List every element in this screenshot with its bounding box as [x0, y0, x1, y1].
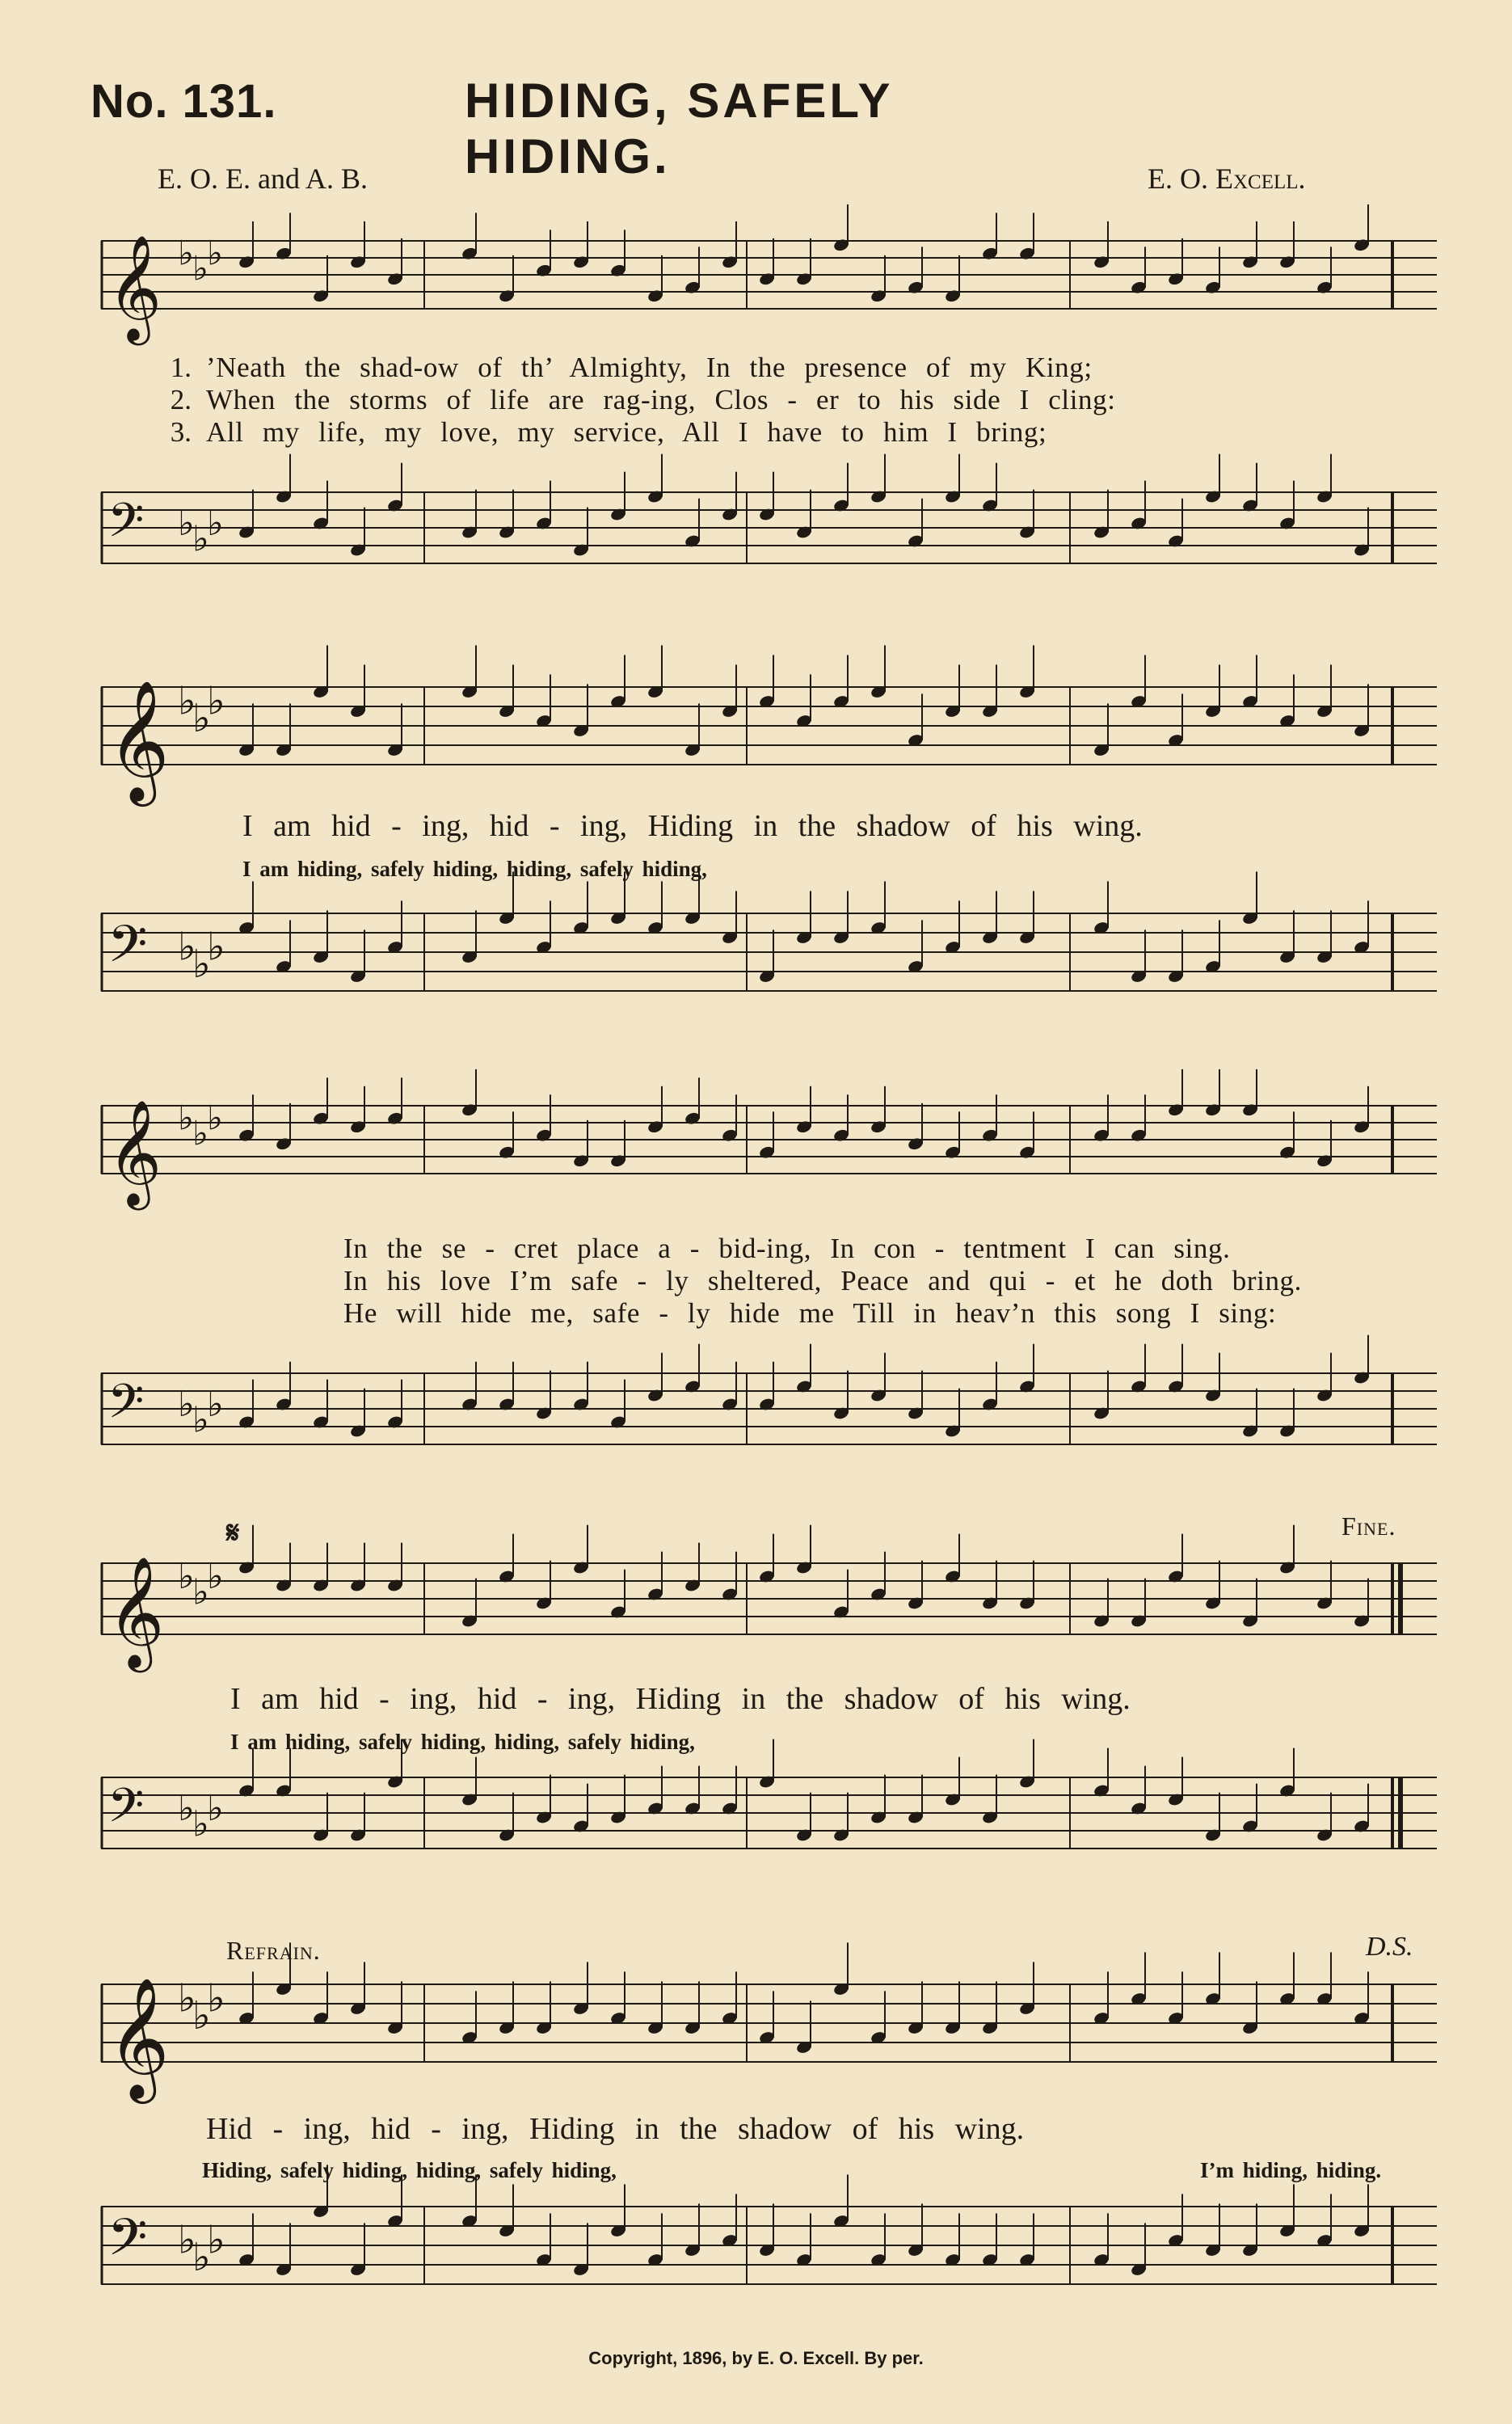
treble-clef-icon: 𝄞: [107, 1557, 165, 1669]
verse-line-1: 1. ’Neath the shad-ow of th’ Almighty, In the presence of my King;: [170, 352, 1093, 383]
verse-line-2: In his love I’m safe - ly sheltered, Peace and qui - et he doth bring.: [343, 1265, 1303, 1296]
bass-echo-lyric-end: I’m hiding, hiding.: [1200, 2158, 1382, 2182]
refrain-lyric: Hid - ing, hid - ing, Hiding in the shadow of his wing.: [206, 2112, 1025, 2146]
segno-mark: 𝄋: [226, 1516, 240, 1550]
verse-line-2: 2. When the storms of life are rag-ing, Clos - er to his side I cling:: [170, 384, 1116, 415]
bass-echo-lyric: I am hiding, safely hiding, hiding, safely hiding,: [230, 1730, 695, 1754]
bass-clef-icon: 𝄢: [107, 1778, 145, 1844]
treble-staff: [101, 1091, 1447, 1212]
chorus-lyric: I am hid - ing, hid - ing, Hiding in the shadow of his wing.: [242, 809, 1143, 843]
flat-icon: ♭: [207, 502, 224, 544]
flat-icon: ♭: [192, 248, 208, 289]
bass-staff: [101, 1762, 1447, 1891]
bass-staff: [101, 2190, 1447, 2328]
flat-icon: ♭: [178, 2217, 196, 2263]
flat-icon: ♭: [207, 924, 225, 970]
refrain-label: Refrain.: [226, 1936, 321, 1965]
hymn-title: HIDING, SAFELY HIDING.: [465, 74, 893, 183]
flat-icon: ♭: [192, 1993, 211, 2039]
treble-staff: [101, 1548, 1447, 1677]
flat-icon: ♭: [178, 502, 195, 544]
flat-icon: ♭: [178, 1555, 195, 1597]
treble-clef-icon: 𝄞: [107, 1098, 162, 1206]
flat-icon: ♭: [178, 1098, 194, 1138]
flat-icon: ♭: [207, 1383, 224, 1425]
hymn-number: No. 131.: [91, 75, 277, 128]
music-credit: E. O. Excell.: [1148, 162, 1306, 195]
treble-clef-icon: 𝄞: [107, 679, 170, 802]
flat-icon: ♭: [207, 1975, 225, 2021]
verse-line-3: 3. All my life, my love, my service, All I have to him I bring;: [170, 416, 1047, 448]
bass-clef-icon: 𝄢: [107, 915, 148, 987]
treble-staff: [101, 226, 1447, 348]
bass-staff: [101, 897, 1447, 1035]
verse-line-1: In the se - cret place a - bid-ing, In con - tentment I can sing.: [343, 1233, 1231, 1264]
flat-icon: ♭: [192, 518, 209, 560]
flat-icon: ♭: [178, 924, 196, 970]
bass-staff: [101, 1358, 1447, 1487]
chorus-lyric: I am hid - ing, hid - ing, Hiding in the shadow of his wing.: [230, 1682, 1131, 1716]
treble-staff: [101, 1968, 1447, 2106]
flat-icon: ♭: [192, 942, 211, 988]
flat-icon: ♭: [192, 1803, 209, 1845]
flat-icon: ♭: [192, 1571, 209, 1613]
bass-clef-icon: 𝄢: [107, 1374, 145, 1440]
flat-icon: ♭: [207, 2217, 225, 2263]
flat-icon: ♭: [192, 696, 211, 742]
treble-staff: [101, 671, 1447, 808]
fine-label: Fine.: [1341, 1511, 1396, 1541]
verse-line-3: He will hide me, safe - ly hide me Till in heav’n this song I sing:: [343, 1297, 1277, 1329]
flat-icon: ♭: [178, 233, 194, 273]
flat-icon: ♭: [207, 1555, 224, 1597]
flat-icon: ♭: [192, 2235, 211, 2281]
bass-echo-lyric: I am hiding, safely hiding, hiding, safely hiding,: [242, 857, 707, 881]
flat-icon: ♭: [207, 678, 225, 724]
flat-icon: ♭: [178, 1975, 196, 2021]
copyright-notice: Copyright, 1896, by E. O. Excell. By per.: [588, 2348, 924, 2368]
treble-clef-icon: 𝄞: [107, 1976, 170, 2099]
flat-icon: ♭: [178, 1383, 195, 1425]
flat-icon: ♭: [207, 1787, 224, 1829]
words-credit: E. O. E. and A. B.: [158, 162, 368, 195]
flat-icon: ♭: [207, 233, 223, 273]
flat-icon: ♭: [207, 1098, 223, 1138]
flat-icon: ♭: [178, 678, 196, 724]
bass-staff: [101, 477, 1447, 606]
bass-clef-icon: 𝄢: [107, 493, 145, 559]
bass-clef-icon: 𝄢: [107, 2208, 148, 2280]
flat-icon: ♭: [192, 1399, 209, 1441]
bass-echo-lyric: Hiding, safely hiding, hiding, safely hiding,: [202, 2158, 617, 2182]
flat-icon: ♭: [178, 1787, 195, 1829]
ds-label: D.S.: [1366, 1932, 1413, 1962]
flat-icon: ♭: [192, 1113, 208, 1153]
treble-clef-icon: 𝄞: [107, 234, 162, 341]
